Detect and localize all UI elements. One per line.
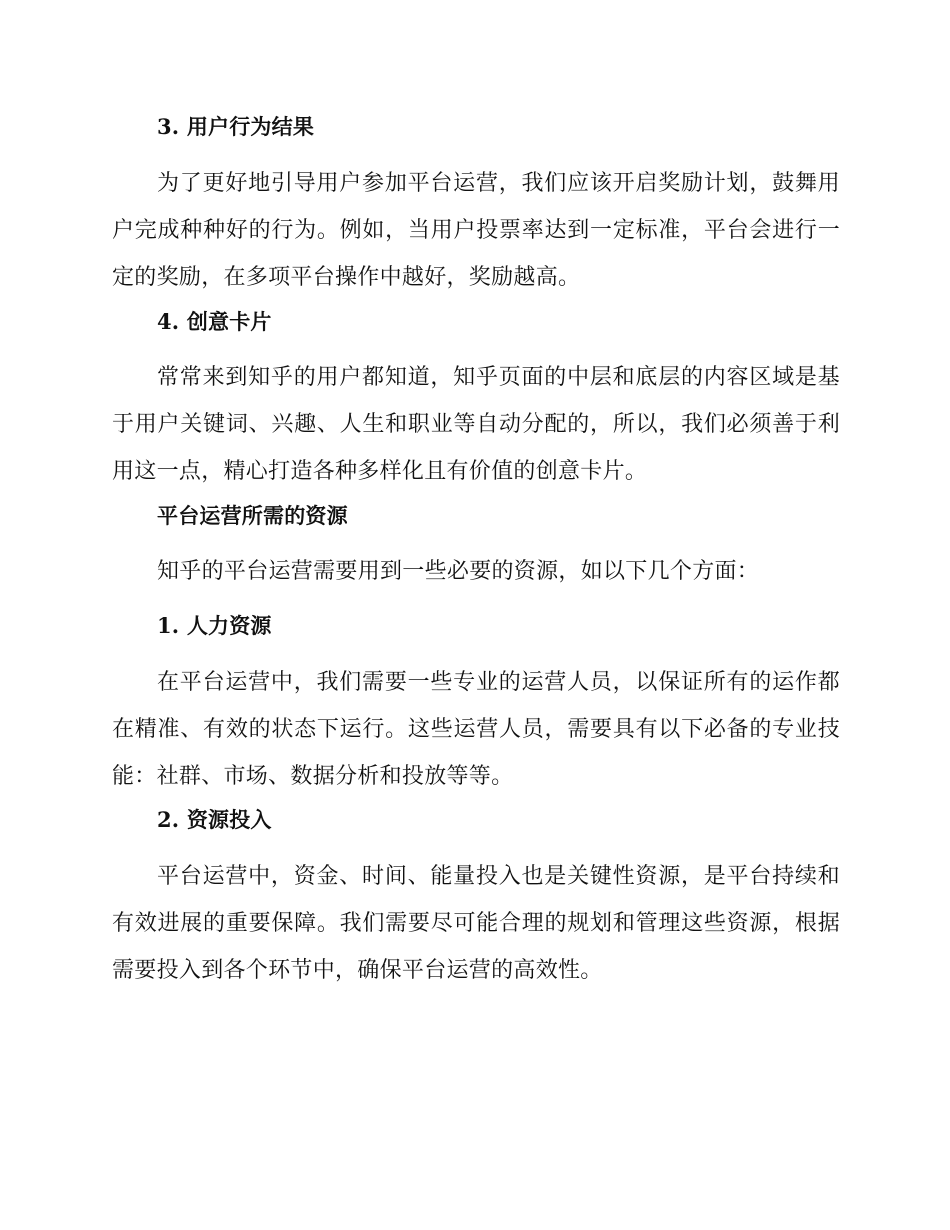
paragraph-resource-investment: 平台运营中，资金、时间、能量投入也是关键性资源，是平台持续和有效进展的重要保障。我们需要尽可能合理的规划和管理这些资源，根据需要投入到各个环节中，确保平台运营的高效性。 bbox=[112, 864, 840, 983]
section-heading-human-resources: 1. 人力资源 bbox=[157, 613, 272, 638]
paragraph-creative-cards: 常常来到知乎的用户都知道，知乎页面的中层和底层的内容区域是基于用户关键词、兴趣、人生和职业等自动分配的，所以，我们必须善于利用这一点，精心打造各种多样化且有价值的创意卡片。 bbox=[112, 365, 840, 484]
paragraph-required-resources: 知乎的平台运营需要用到一些必要的资源，如以下几个方面： bbox=[157, 559, 760, 584]
section-heading-required-resources: 平台运营所需的资源 bbox=[157, 503, 348, 528]
section-heading-user-behavior-results: 3. 用户行为结果 bbox=[157, 114, 315, 139]
paragraph-user-behavior-results: 为了更好地引导用户参加平台运营，我们应该开启奖励计划，鼓舞用户完成种种好的行为。例如，当用户投票率达到一定标准，平台会进行一定的奖励，在多项平台操作中越好，奖励越高。 bbox=[112, 171, 840, 290]
section-heading-resource-investment: 2. 资源投入 bbox=[157, 807, 272, 832]
paragraph-human-resources: 在平台运营中，我们需要一些专业的运营人员，以保证所有的运作都在精准、有效的状态下运行。这些运营人员，需要具有以下必备的专业技能：社群、市场、数据分析和投放等等。 bbox=[112, 670, 840, 789]
section-heading-creative-cards: 4. 创意卡片 bbox=[157, 309, 272, 334]
